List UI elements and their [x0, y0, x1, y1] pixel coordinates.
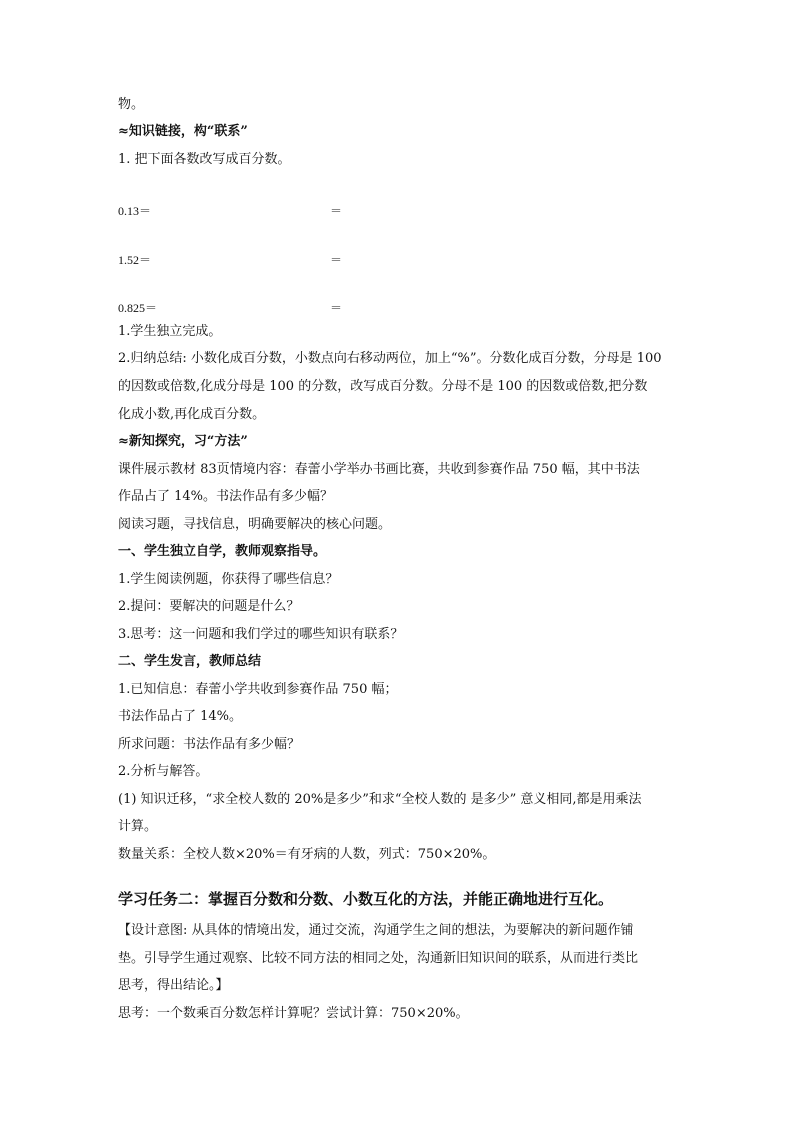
step-independent: 1.学生独立完成。 — [118, 324, 222, 339]
known-info: 1.已知信息：春蕾小学共收到参赛作品 750 幅； — [118, 682, 398, 697]
context-line-3: 阅读习题，寻找信息，明确要解决的核心问题。 — [118, 517, 392, 532]
task-question-1: 1.学生阅读例题，你获得了哪些信息？ — [118, 572, 339, 587]
design-intent-2: 垫。引导学生通过观察、比较不同方法的相同之处，沟通新旧知识间的联系，从而进行类比 — [118, 951, 639, 966]
summary-line-3: 化成小数,再化成百分数。 — [118, 407, 266, 422]
equation-3-left: 0.825＝ — [118, 301, 158, 315]
analysis-step: 2.分析与解答。 — [118, 764, 209, 779]
section-heading-knowledge-link: ≈知识链接，构“联系” — [118, 124, 248, 139]
paragraph-continuation: 物。 — [118, 97, 145, 112]
section-heading-new-knowledge: ≈新知探究，习“方法” — [118, 434, 248, 449]
thinking-question: 思考：一个数乘百分数怎样计算呢？尝试计算：750×20%。 — [118, 1006, 469, 1021]
heading-student-speech: 二、学生发言，教师总结 — [118, 654, 262, 669]
task-question-3: 3.思考：这一问题和我们学过的哪些知识有联系？ — [118, 627, 404, 642]
question-asked: 所求问题：书法作品有多少幅？ — [118, 737, 301, 752]
equation-3-right: ＝ — [330, 301, 343, 315]
exercise-question: 1. 把下面各数改写成百分数。 — [118, 152, 291, 167]
summary-line-2: 的因数或倍数,化成分母是 100 的分数，改写成百分数。分母不是 100 的因数或倍数,把分数 — [118, 379, 648, 394]
summary-line-1: 2.归纳总结: 小数化成百分数，小数点向右移动两位，加上“%”。分数化成百分数，分母是 100 — [118, 351, 662, 366]
equation-2-left: 1.52＝ — [118, 253, 152, 267]
equation-2-right: ＝ — [330, 253, 343, 267]
context-line-2: 作品占了 14%。书法作品有多少幅？ — [118, 489, 334, 504]
equation-1-left: 0.13＝ — [118, 204, 152, 218]
task-question-2: 2.提问：要解决的问题是什么？ — [118, 599, 300, 614]
design-intent-3: 思考，得出结论。】 — [118, 978, 229, 993]
heading-self-study: 一、学生独立自学，教师观察指导。 — [118, 544, 327, 559]
knowledge-transfer-2: 计算。 — [118, 819, 158, 834]
equation-1-right: ＝ — [330, 204, 343, 218]
context-line-1: 课件展示教材 83页情境内容：春蕾小学举办书画比赛，共收到参赛作品 750 幅，其中书法 — [118, 462, 640, 477]
knowledge-transfer-1: (1) 知识迁移，“求全校人数的 20%是多少”和求“全校人数的 是多少” 意义相同,都是用乘法 — [118, 792, 642, 807]
learning-task-2-heading: 学习任务二：掌握百分数和分数、小数互化的方法，并能正确地进行互化。 — [118, 890, 614, 908]
quantity-relation: 数量关系：全校人数×20%＝有牙病的人数，列式：750×20%。 — [118, 847, 496, 862]
known-info-2: 书法作品占了 14%。 — [118, 709, 243, 724]
design-intent-1: 【设计意图: 从具体的情境出发，通过交流，沟通学生之间的想法，为要解决的新问题作铺 — [118, 923, 634, 938]
